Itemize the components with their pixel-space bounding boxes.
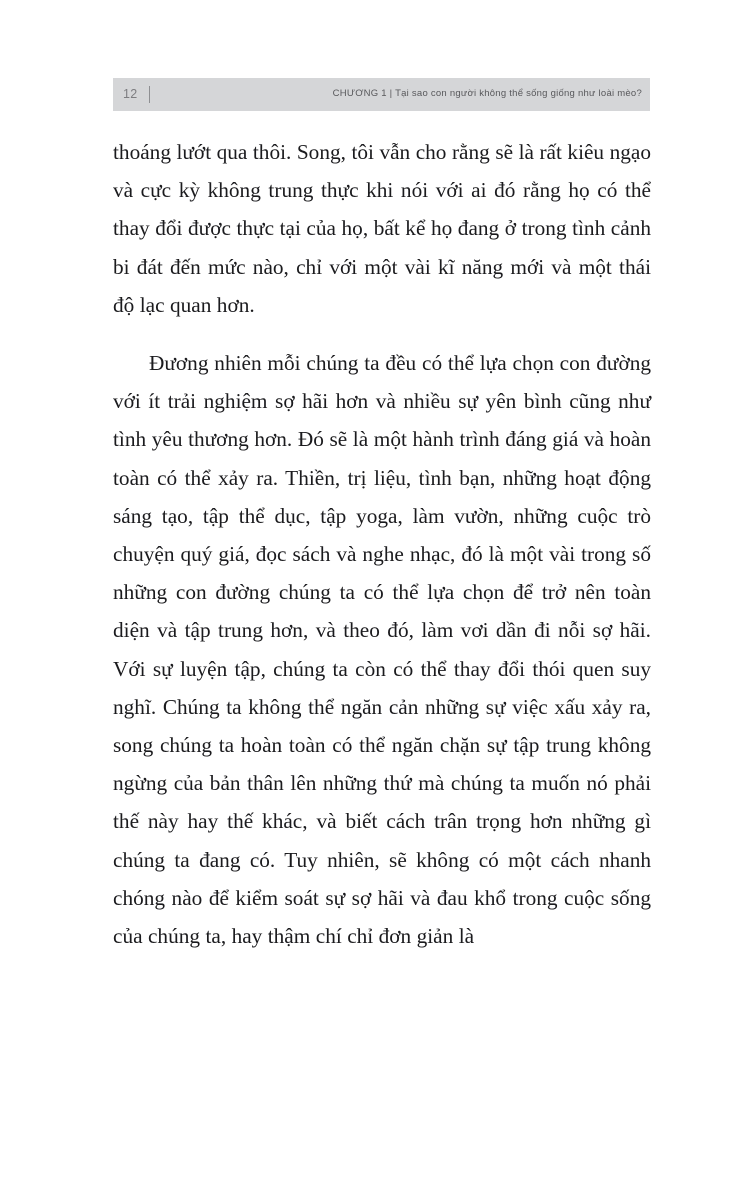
folio-separator-rule: [149, 86, 150, 103]
paragraph-2: Đương nhiên mỗi chúng ta đều có thể lựa chọn con đường với ít trải nghiệm sợ hãi hơn và nhiều sự yên bình cũng như tình yêu thương hơn. Đó sẽ là một hành trình đáng giá và hoàn toàn có thể xảy ra. Thiền, trị liệu, tình bạn, những hoạt động sáng tạo, tập thể dục, tập yoga, làm vườn, những cuộc trò chuyện quý giá, đọc sách và nghe nhạc, đó là một vài trong số những con đường chúng ta có thể lựa chọn để trở nên toàn diện và tập trung hơn, và theo đó, làm vơi dần đi nỗi sợ hãi. Với sự luyện tập, chúng ta còn có thể thay đổi thói quen suy nghĩ. Chúng ta không thể ngăn cản những sự việc xấu xảy ra, song chúng ta hoàn toàn có thể ngăn chặn sự tập trung không ngừng của bản thân lên những thứ mà chúng ta muốn nó phải thế này hay thế khác, và biết cách trân trọng hơn những gì chúng ta đang có. Tuy nhiên, sẽ không có một cách nhanh chóng nào để kiểm soát sự sợ hãi và đau khổ trong cuộc sống của chúng ta, hay thậm chí chỉ đơn giản là: [113, 351, 651, 949]
chapter-title: CHƯƠNG 1 | Tại sao con người không thể sống giống như loài mèo?: [332, 88, 642, 100]
page-number: 12: [123, 86, 138, 101]
paragraph-1: thoáng lướt qua thôi. Song, tôi vẫn cho rằng sẽ là rất kiêu ngạo và cực kỳ không trung thực khi nói với ai đó rằng họ có thể thay đổi được thực tại của họ, bất kể họ đang ở trong tình cảnh bi đát đến mức nào, chỉ với một vài kĩ năng mới và một thái độ lạc quan hơn.: [113, 140, 651, 317]
body-text-column: [113, 133, 651, 955]
running-header: [113, 78, 650, 111]
